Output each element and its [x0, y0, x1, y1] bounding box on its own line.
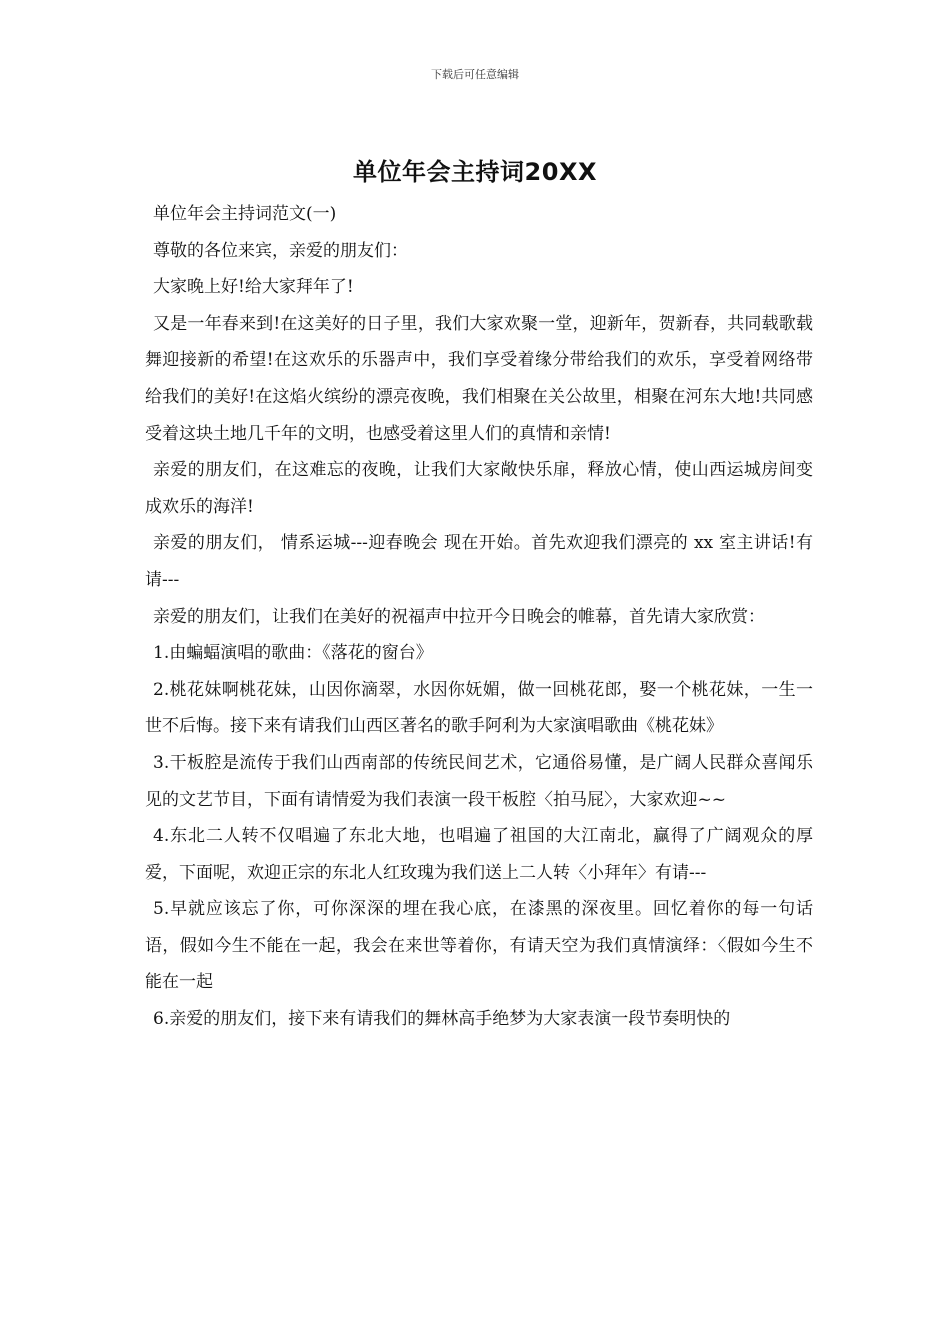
document-title: 单位年会主持词20XX — [353, 158, 597, 186]
paragraph: 亲爱的朋友们，让我们在美好的祝福声中拉开今日晚会的帷幕，首先请大家欣赏： — [153, 606, 765, 627]
document-body — [145, 196, 813, 1038]
paragraph: 尊敬的各位来宾，亲爱的朋友们： — [153, 240, 408, 261]
paragraph: 亲爱的朋友们，在这难忘的夜晚，让我们大家敞快乐扉，释放心情，使山西运城房间变成欢乐的海洋! — [145, 460, 813, 517]
paragraph: 大家晚上好!给大家拜年了! — [153, 277, 354, 298]
paragraph: 4.东北二人转不仅唱遍了东北大地，也唱遍了祖国的大江南北，赢得了广阔观众的厚爱，下面呢，欢迎正宗的东北人红玫瑰为我们送上二人转〈小拜年〉有请--- — [145, 826, 813, 883]
paragraph: 1.由蝙蝠演唱的歌曲：《落花的窗台》 — [153, 643, 433, 664]
header-note: 下载后可任意编辑 — [431, 68, 519, 81]
paragraph: 又是一年春来到!在这美好的日子里，我们大家欢聚一堂，迎新年，贺新春，共同载歌载舞迎接新的希望!在这欢乐的乐器声中，我们享受着缘分带给我们的欢乐，享受着网络带给我们的美好!在这焰火缤纷的漂亮夜晚，我们相聚在关公故里，相聚在河东大地!共同感受着这块土地几千年的文明，也感受着这里人们的真情和亲情! — [145, 313, 813, 444]
paragraph: 5.早就应该忘了你，可你深深的埋在我心底，在漆黑的深夜里。回忆着你的每一句话语，假如今生不能在一起，我会在来世等着你，有请天空为我们真情演绎：〈假如今生不能在一起 — [145, 899, 813, 993]
paragraph: 3.干板腔是流传于我们山西南部的传统民间艺术，它通俗易懂，是广阔人民群众喜闻乐见的文艺节目，下面有请情爱为我们表演一段干板腔〈拍马屁〉，大家欢迎~~ — [145, 752, 813, 810]
paragraph: 亲爱的朋友们， 情系运城---迎春晚会 现在开始。首先欢迎我们漂亮的 xx 室主讲话!有请--- — [145, 533, 813, 590]
paragraph: 2.桃花妹啊桃花妹，山因你滴翠，水因你妩媚，做一回桃花郎，娶一个桃花妹，一生一世不后悔。接下来有请我们山西区著名的歌手阿利为大家演唱歌曲《桃花妹》 — [145, 679, 813, 737]
paragraph: 6.亲爱的朋友们，接下来有请我们的舞林高手绝梦为大家表演一段节奏明快的 — [153, 1009, 731, 1030]
paragraph: 单位年会主持词范文(一) — [153, 204, 337, 224]
